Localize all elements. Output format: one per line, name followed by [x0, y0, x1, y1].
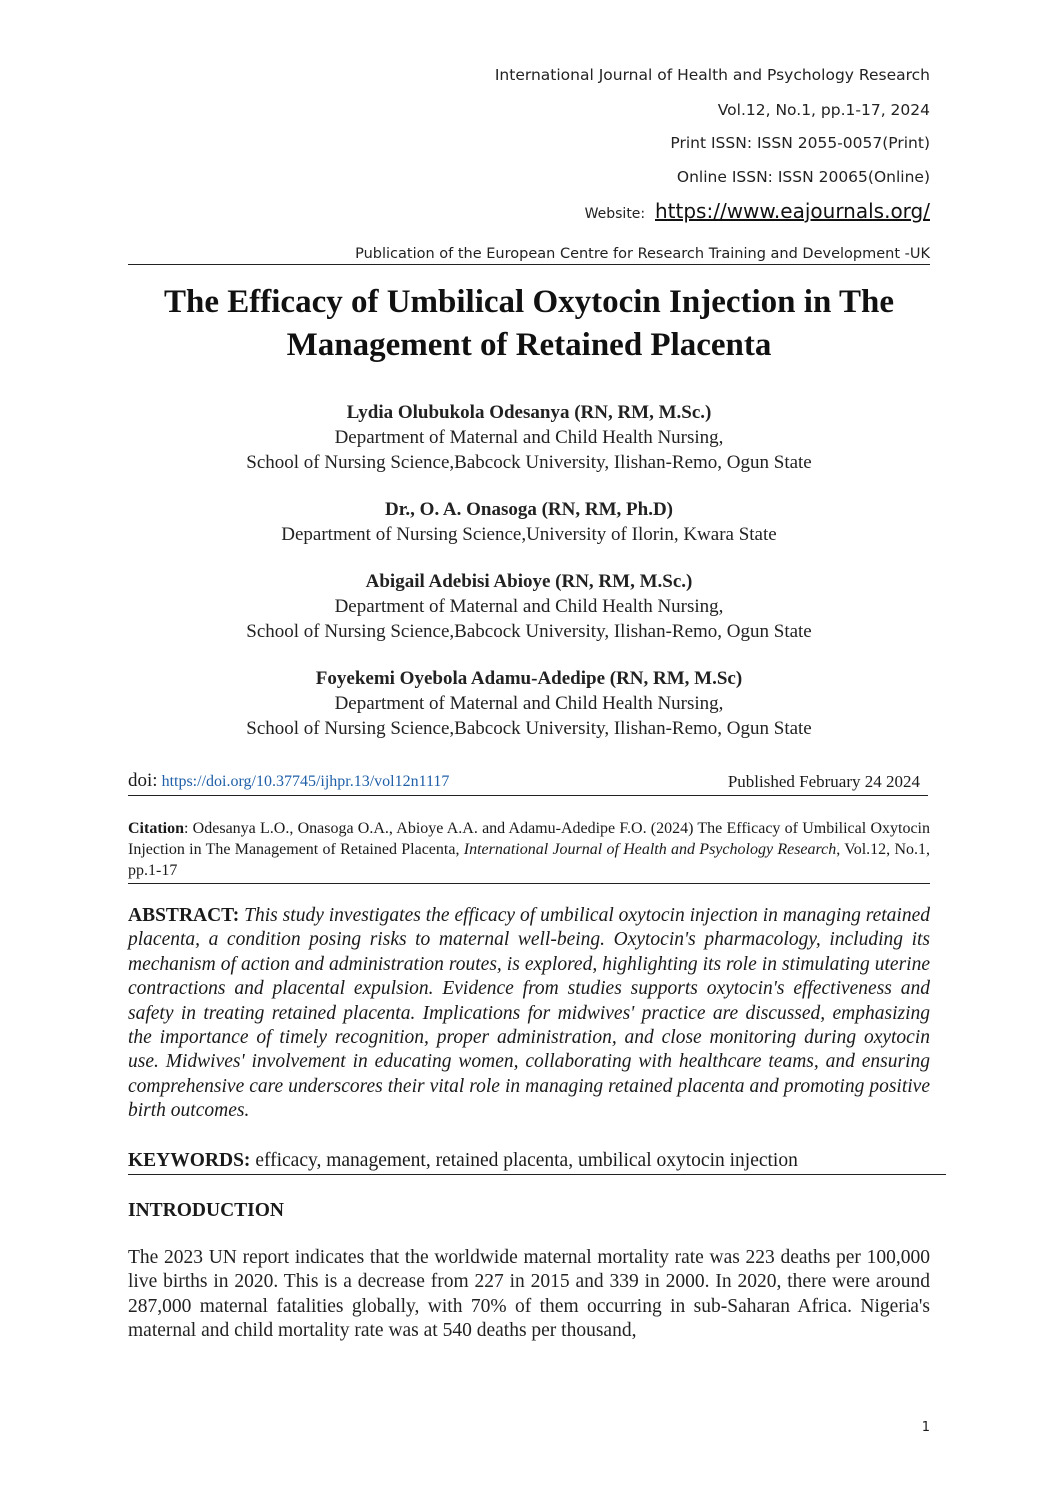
introduction-paragraph: The 2023 UN report indicates that the worldwide maternal mortality rate was 223 deaths per 100,000 live births in 2020. This is a decrease from 227 in 2015 and 339 in 2000. In 2020, there were around 287,000 maternal fatalities globally, with 70% of them occurring in sub-Saharan Africa. Nigeria's maternal and child mortality rate was at 540 deaths per thousand, [128, 1247, 930, 1342]
author-block [120, 666, 938, 741]
citation [128, 818, 930, 884]
author-list [120, 400, 938, 763]
website-label: Website [584, 206, 641, 222]
abstract-text: This study investigates the efficacy of umbilical oxytocin injection in managing retained placenta, a condition posing risks to maternal well-being. Oxytocin's pharmacology, including its mechanism of action and administration routes, is explored, highlighting its role in stimulating uterine contractions and placental expulsion. Evidence from studies supports oxytocin's effectiveness and safety in treating retained placenta. Implications for midwives' practice are discussed, emphasizing the importance of timely recognition, proper administration, and close monitoring during oxytocin use. Midwives' involvement in educating women, collaborating with healthcare teams, and ensuring comprehensive care underscores their vital role in managing retained placenta and promoting positive birth outcomes. [128, 905, 931, 1122]
author-block [120, 497, 938, 547]
citation-suffix: , Vol.12, No.1, pp.1-17 [128, 841, 931, 879]
author-name: Lydia Olubukola Odesanya (RN, RM, M.Sc.) [346, 402, 712, 423]
author-affiliation: Department of Maternal and Child Health Nursing, [334, 693, 724, 714]
citation-label: Citation [128, 820, 184, 837]
paper-title: The Efficacy of Umbilical Oxytocin Injection in The Management of Retained Placenta [164, 284, 894, 363]
doi-row [128, 770, 928, 796]
author-name: Foyekemi Oyebola Adamu-Adedipe (RN, RM, M.Sc) [315, 668, 743, 689]
publisher-line: Publication of the European Centre for Research Training and Development -UK [128, 246, 930, 265]
section-heading-introduction: INTRODUCTION [128, 1200, 285, 1221]
author-affiliation: School of Nursing Science,Babcock University, Ilishan-Remo, Ogun State [246, 621, 812, 642]
journal-volume: Vol.12, No.1, pp.1-17, 2024 [717, 101, 930, 119]
keywords-label: KEYWORDS: [128, 1150, 251, 1171]
author-affiliation: Department of Maternal and Child Health Nursing, [334, 427, 724, 448]
keywords-text: efficacy, management, retained placenta, umbilical oxytocin injection [255, 1150, 798, 1171]
online-issn: Online ISSN: ISSN 20065(Online) [676, 168, 930, 186]
author-affiliation: School of Nursing Science,Babcock University, Ilishan-Remo, Ogun State [246, 718, 812, 739]
author-name: Abigail Adebisi Abioye (RN, RM, M.Sc.) [365, 571, 693, 592]
author-block [120, 400, 938, 475]
doi-label: doi: [128, 770, 158, 791]
page-number: 1 [921, 1420, 930, 1435]
abstract-label: ABSTRACT: [128, 905, 240, 926]
author-name: Dr., O. A. Onasoga (RN, RM, Ph.D) [385, 499, 673, 520]
keywords [128, 1150, 946, 1175]
author-block [120, 569, 938, 644]
doi-link[interactable]: https://doi.org/10.37745/ijhpr.13/vol12n1117 [161, 773, 450, 790]
published-date: Published February 24 2024 [727, 772, 920, 791]
citation-journal: International Journal of Health and Psychology Research [463, 841, 837, 858]
journal-name: International Journal of Health and Psychology Research [494, 66, 930, 84]
website-link[interactable]: https://www.eajournals.org/ [655, 199, 930, 223]
print-issn: Print ISSN: ISSN 2055-0057(Print) [670, 134, 930, 152]
website-line: Website: https://www.eajournals.org/ [584, 199, 930, 223]
author-affiliation: Department of Nursing Science,University of Ilorin, Kwara State [281, 524, 777, 545]
author-affiliation: School of Nursing Science,Babcock University, Ilishan-Remo, Ogun State [246, 452, 812, 473]
citation-text: : Odesanya L.O., Onasoga O.A., Abioye A.A. and Adamu-Adedipe F.O. (2024) The Efficacy of Umbilical Oxytocin Injection in The Management of Retained Placenta, [128, 820, 930, 858]
abstract [128, 904, 930, 1124]
author-affiliation: Department of Maternal and Child Health Nursing, [334, 596, 724, 617]
